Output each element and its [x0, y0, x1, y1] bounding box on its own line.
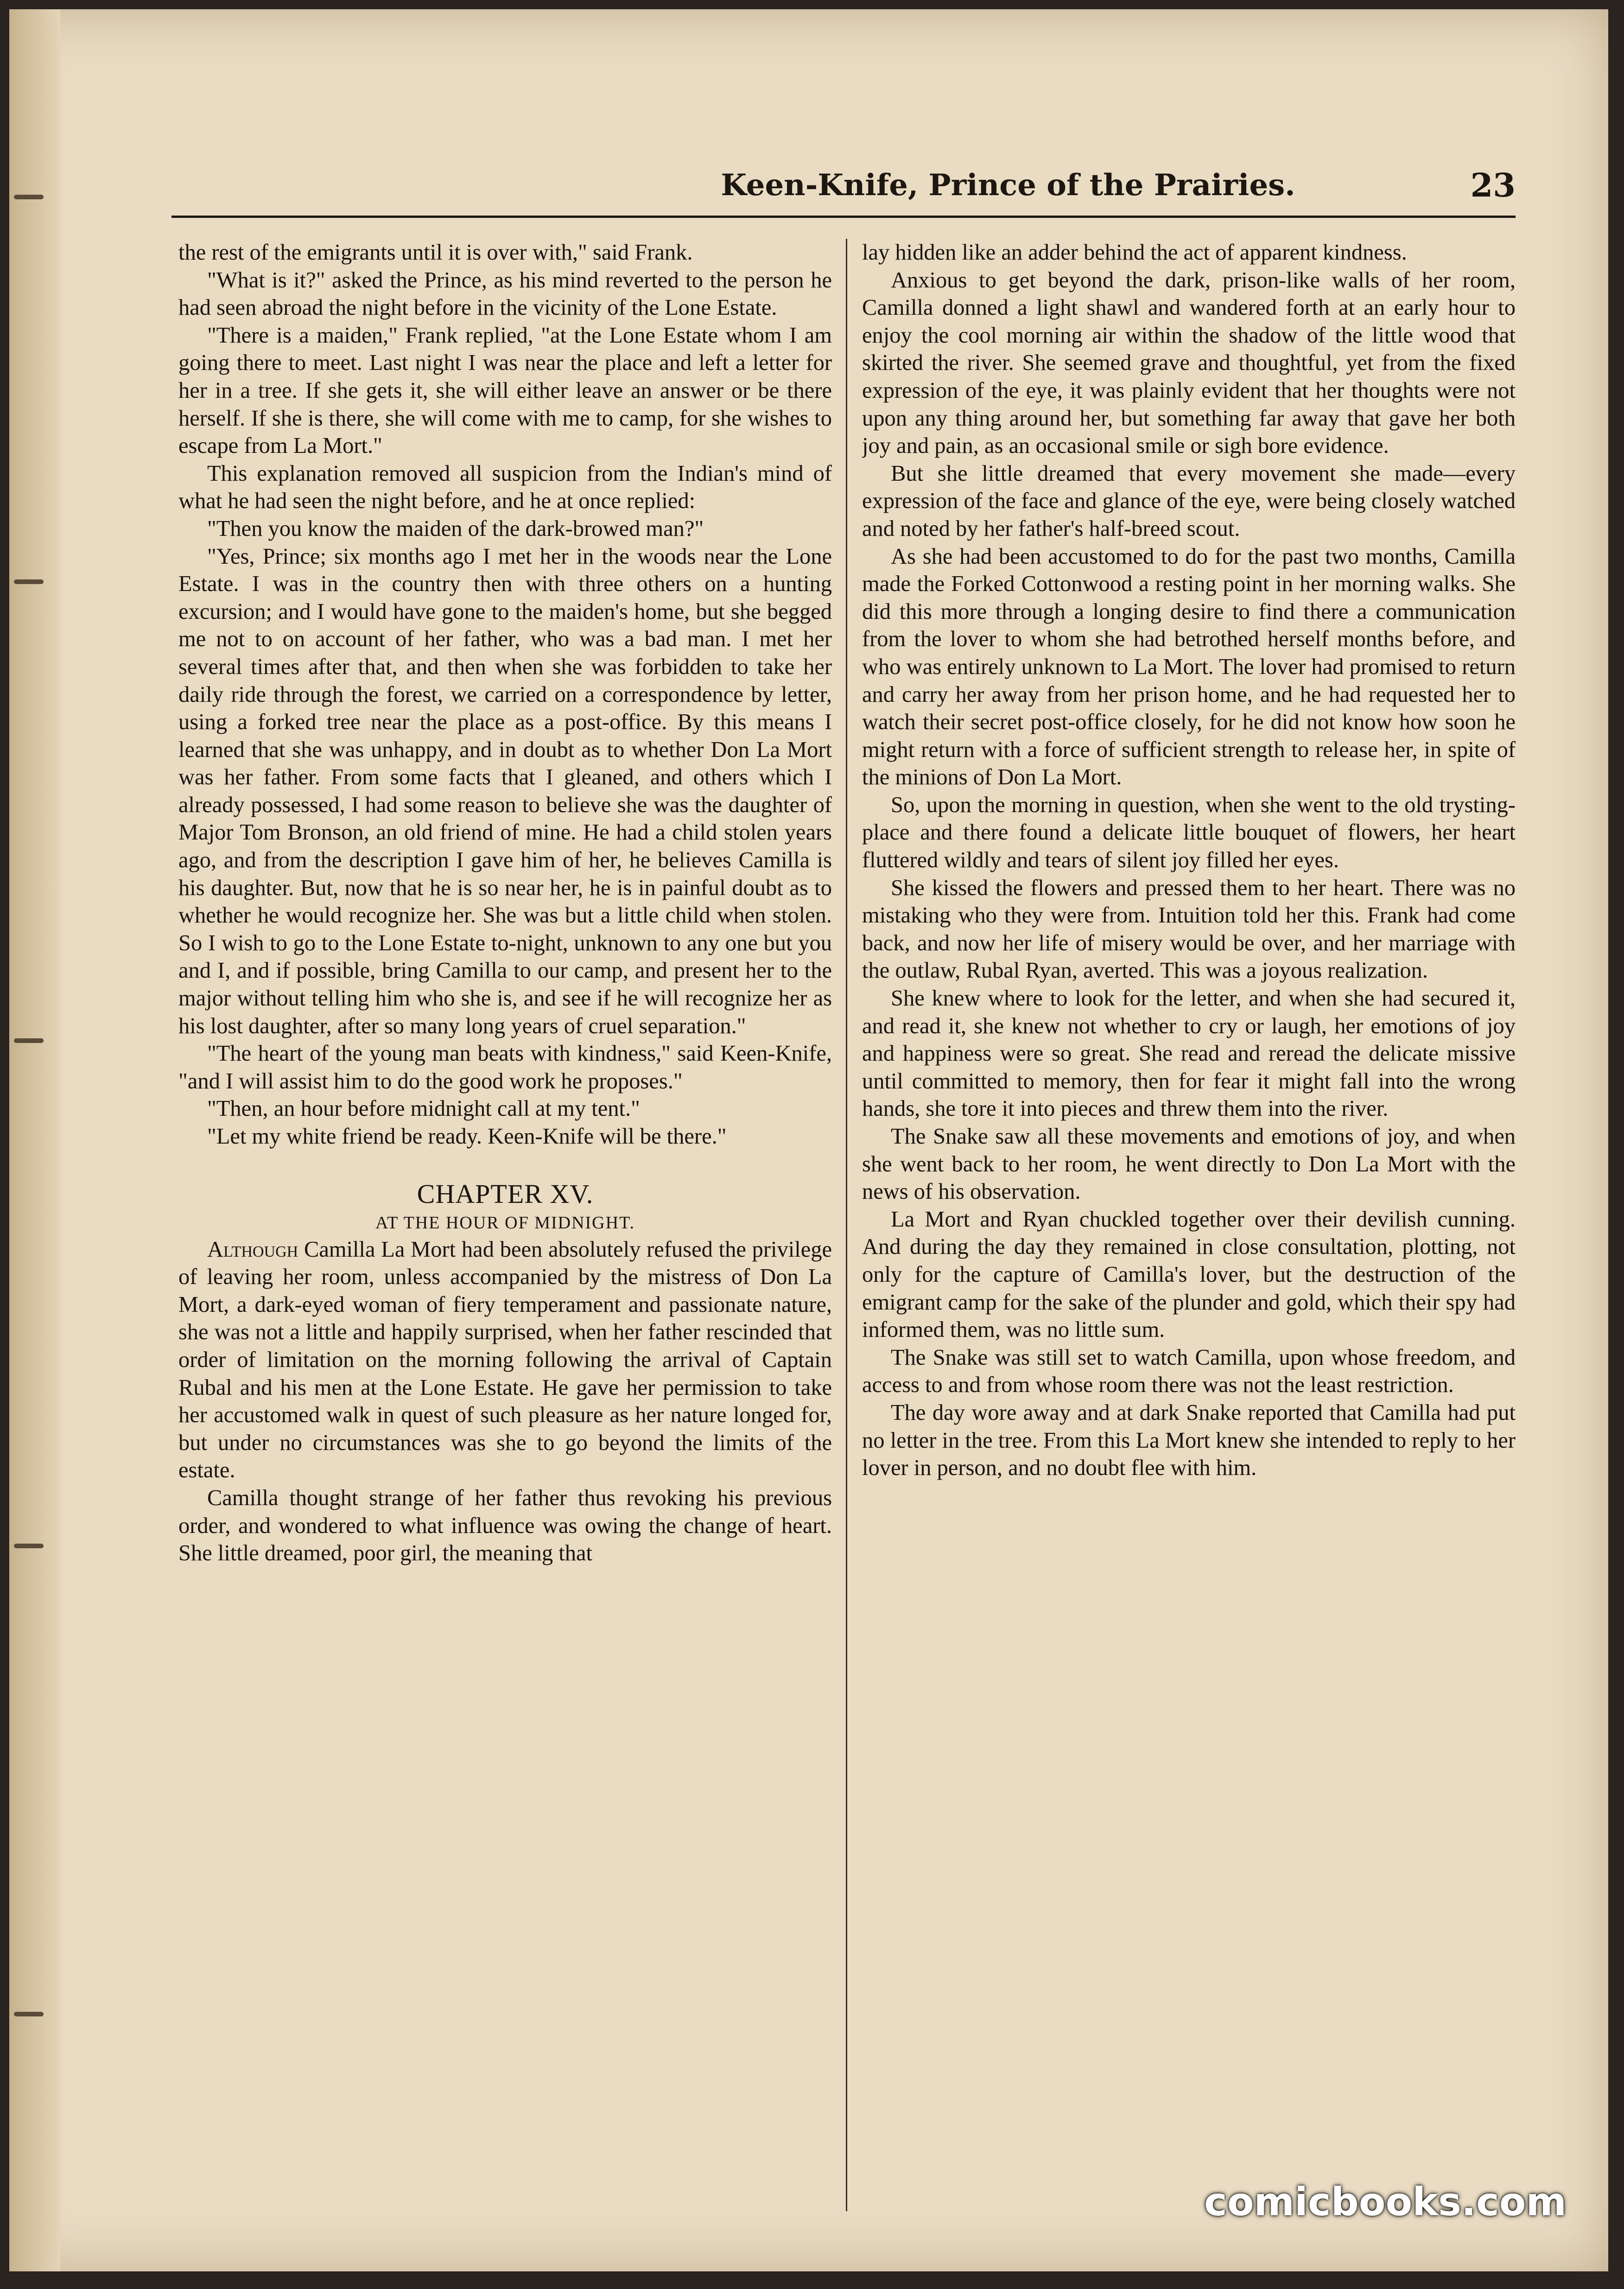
paragraph: La Mort and Ryan chuckled together over their devilish cunning. And during the day they remained in close consultation, plotting, not only for the capture of Camilla's lover, but the destruction of the emigrant camp for the sake of the plunder and gold, which their spy had informed them, was no little sum. [862, 1207, 1516, 1342]
paragraph: Anxious to get beyond the dark, prison-like walls of her room, Camilla donned a light shawl and wandered forth at an early hour to enjoy the cool morning air within the shadow of the little wood that skirted the river. She seemed grave and thoughtful, yet from the fixed expression of the eye, it was plainly evident that her thoughts were not upon any thing around her, but something far away that gave her both joy and pain, as an occasional smile or sigh bore evidence. [862, 267, 1516, 458]
paragraph: "Then you know the maiden of the dark-browed man?" [207, 516, 704, 541]
paragraph: "Let my white friend be ready. Keen-Knife will be there." [207, 1124, 727, 1149]
binding-mark [14, 1544, 44, 1548]
paragraph: the rest of the emigrants until it is over with," said Frank. [178, 240, 693, 265]
binding-mark [14, 195, 44, 199]
paragraph: So, upon the morning in question, when she went to the old trysting-place and there found a delicate little bouquet of flowers, her heart fluttered wildly and tears of silent joy filled her eyes. [862, 792, 1516, 873]
drop-lead-word: Although [207, 1237, 298, 1262]
chapter-opening-paragraph [178, 1236, 832, 1484]
paragraph: The Snake was still set to watch Camilla, upon whose freedom, and access to and from whose room there was not the least restriction. [862, 1345, 1516, 1398]
paragraph: "The heart of the young man beats with kindness," said Keen-Knife, "and I will assist him to do the good work he proposes." [178, 1041, 832, 1094]
site-watermark: comicbooks.com [1204, 2179, 1567, 2225]
page-number: 23 [1470, 166, 1516, 204]
paragraph: "What is it?" asked the Prince, as his mind reverted to the person he had seen abroad the night before in the vicinity of the Lone Estate. [178, 267, 832, 320]
paragraph: She kissed the flowers and pressed them to her heart. There was no mistaking who they were from. Intuition told her this. Frank had come back, and now her life of misery would be over, and her marriage with the outlaw, Rubal Ryan, averted. This was a joyous realization. [862, 875, 1516, 983]
left-column [178, 239, 832, 2237]
header-rule [171, 216, 1516, 218]
paragraph: Camilla thought strange of her father thus revoking his previous order, and wondered to what influence was owing the change of heart. She little dreamed, poor girl, the meaning that [178, 1485, 832, 1566]
paragraph: The Snake saw all these movements and emotions of joy, and when she went back to her room, he went directly to Don La Mort with the news of his observation. [862, 1124, 1516, 1204]
magazine-page [9, 9, 1608, 2271]
binding-mark [14, 1038, 44, 1043]
paragraph: "Yes, Prince; six months ago I met her in the woods near the Lone Estate. I was in the country then with three others on a hunting excursion; and I would have gone to the maiden's home, but she begged me not to on account of her father, who was a bad man. I met her several times after that, and then when she was forbidden to take her daily ride through the forest, we carried on a correspondence by letter, using a forked tree near the place as a post-office. By this means I learned that she was unhappy, and in doubt as to whether Don La Mort was her father. From some facts that I gleaned, and others which I already possessed, I had some reason to believe she was the daughter of Major Tom Bronson, an old friend of mine. He had a child stolen years ago, and from the description I gave him of her, he believes Camilla is his daughter. But, now that he is so near her, he is in painful doubt as to whether he would recognize her. She was but a little child when stolen. So I wish to go to the Lone Estate to-night, unknown to any one but you and I, and if possible, bring Camilla to our camp, and present her to the major without telling him who she is, and see if he will recognize her as his lost daughter, after so many long years of cruel separation." [178, 544, 832, 1038]
right-column [862, 239, 1516, 2237]
binding-mark [14, 579, 44, 584]
paragraph: "Then, an hour before midnight call at my tent." [207, 1096, 640, 1121]
paragraph: lay hidden like an adder behind the act of apparent kindness. [862, 240, 1407, 265]
paragraph: "There is a maiden," Frank replied, "at the Lone Estate whom I am going there to meet. Last night I was near the place and left a letter for her in a tree. If she gets it, she will either leave an answer or be there herself. If she is there, she will come with me to camp, for she wishes to escape from La Mort." [178, 323, 832, 458]
column-divider [846, 239, 847, 2211]
binding-mark [14, 2012, 44, 2016]
paragraph: But she little dreamed that every movement she made—every expression of the face and glance of the eye, were being closely watched and noted by her father's half-breed scout. [862, 461, 1516, 541]
running-header: Keen-Knife, Prince of the Prairies. [721, 168, 1295, 203]
paragraph: As she had been accustomed to do for the past two months, Camilla made the Forked Cottonwood a resting point in her morning walks. She did this more through a longing desire to find there a communication from the lover to whom she had betrothed herself months before, and who was entirely unknown to La Mort. The lover had promised to return and carry her away from her prison home, and he had requested her to watch their secret post-office closely, for he did not know how soon he might return with a force of sufficient strength to release her, in spite of the minions of Don La Mort. [862, 544, 1516, 790]
paragraph: This explanation removed all suspicion from the Indian's mind of what he had seen the night before, and he at once replied: [178, 461, 832, 514]
paragraph-text: Camilla La Mort had been absolutely refused the privilege of leaving her room, unless accompanied by the mistress of Don La Mort, a dark-eyed woman of fiery temperament and passionate nature, she was not a little and happily surprised, when her father rescinded that order of limitation on the morning following the arrival of Captain Rubal and his men at the Lone Estate. He gave her permission to take her accustomed walk in quest of such pleasure as her nature longed for, but under no circumstances was she to go beyond the limits of the estate. [178, 1237, 832, 1483]
chapter-subtitle: AT THE HOUR OF MIDNIGHT. [375, 1213, 635, 1233]
binding-edge [9, 9, 60, 2271]
paragraph: The day wore away and at dark Snake reported that Camilla had put no letter in the tree. From this La Mort knew she intended to reply to her lover in person, and no doubt flee with him. [862, 1400, 1516, 1481]
chapter-title: CHAPTER XV. [417, 1178, 594, 1209]
paragraph: She knew where to look for the letter, and when she had secured it, and read it, she knew not whether to cry or laugh, her emotions of joy and happiness were so great. She read and reread the delicate missive until committed to memory, then for fear it might fall into the wrong hands, she tore it into pieces and threw them into the river. [862, 986, 1516, 1121]
